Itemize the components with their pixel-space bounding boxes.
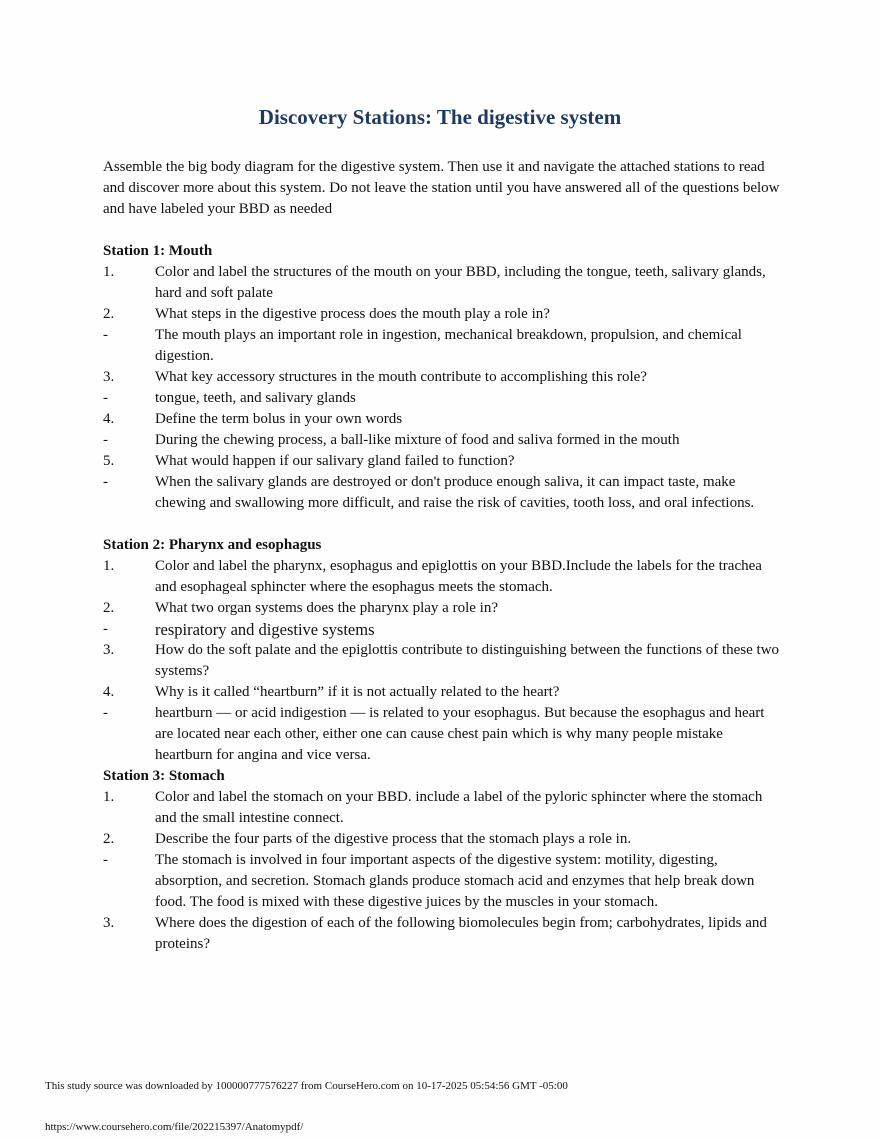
list-marker: - — [103, 474, 108, 490]
list-item-text: What steps in the digestive process does the mouth play a role in? — [155, 306, 550, 322]
answer-text: When the salivary glands are destroyed or don't produce enough saliva, it can impact taste, make chewing and swallowing more difficult, and raise the risk of cavities, tooth loss, and oral infections. — [155, 474, 755, 511]
station-2 — [103, 535, 783, 766]
answer-text: The mouth plays an important role in ingestion, mechanical breakdown, propulsion, and chemical digestion. — [155, 327, 742, 364]
document-title: Discovery Stations: The digestive system — [258, 105, 622, 129]
station-3-heading: Station 3: Stomach — [103, 768, 225, 784]
list-item-text: Color and label the pharynx, esophagus and epiglottis on your BBD.Include the labels for the trachea and esophageal sphincter where the esophagus meets the stomach. — [155, 558, 762, 595]
list-item-text: Describe the four parts of the digestive process that the stomach plays a role in. — [155, 831, 632, 847]
list-item-text: Color and label the stomach on your BBD. include a label of the pyloric sphincter where the stomach and the small intestine connect. — [155, 789, 763, 826]
list-item — [103, 682, 783, 703]
answer-item — [103, 430, 783, 451]
list-marker: - — [103, 390, 108, 406]
answer-text: heartburn — or acid indigestion — is related to your esophagus. But because the esophagus and heart are located near each other, either one can cause chest pain which is why many people mistake heartburn for angina and vice versa. — [155, 705, 765, 763]
station-1 — [103, 241, 783, 514]
list-marker: 4. — [103, 411, 115, 427]
list-item — [103, 829, 783, 850]
list-item — [103, 913, 783, 955]
list-marker: 3. — [103, 642, 115, 658]
answer-item — [103, 388, 783, 409]
list-marker: - — [103, 705, 108, 721]
answer-item — [103, 472, 783, 514]
answer-item — [103, 325, 783, 367]
list-item-text: How do the soft palate and the epiglottis contribute to distinguishing between the functions of these two systems? — [155, 642, 780, 679]
list-item — [103, 367, 783, 388]
list-item-text: Color and label the structures of the mouth on your BBD, including the tongue, teeth, salivary glands, hard and soft palate — [155, 264, 766, 301]
list-item — [103, 787, 783, 829]
list-marker: - — [103, 852, 108, 868]
list-item — [103, 262, 783, 304]
intro-paragraph: Assemble the big body diagram for the digestive system. Then use it and navigate the attached stations to read and discover more about this system. Do not leave the station until you have answered all of the questions below and have labeled your BBD as needed — [103, 159, 780, 217]
answer-item — [103, 619, 783, 640]
list-item — [103, 640, 783, 682]
list-marker: - — [103, 327, 108, 343]
list-marker: 5. — [103, 453, 115, 469]
download-source-notice: This study source was downloaded by 100000777576227 from CourseHero.com on 10-17-2025 05:54:56 GMT -05:00 — [45, 1080, 568, 1092]
list-marker: - — [103, 432, 108, 448]
source-url[interactable]: https://www.coursehero.com/file/202215397/Anatomypdf/ — [45, 1121, 304, 1133]
station-2-items — [103, 556, 783, 766]
list-item — [103, 451, 783, 472]
station-1-heading: Station 1: Mouth — [103, 243, 213, 259]
station-3 — [103, 766, 783, 955]
answer-item — [103, 703, 783, 766]
list-marker: - — [103, 621, 108, 637]
list-item — [103, 556, 783, 598]
list-marker: 1. — [103, 558, 115, 574]
answer-text: respiratory and digestive systems — [155, 620, 375, 639]
list-item-text: Where does the digestion of each of the following biomolecules begin from; carbohydrates, lipids and proteins? — [155, 915, 767, 952]
answer-text: tongue, teeth, and salivary glands — [155, 390, 356, 406]
list-marker: 2. — [103, 600, 115, 616]
list-item-text: What would happen if our salivary gland failed to function? — [155, 453, 515, 469]
list-marker: 2. — [103, 831, 115, 847]
station-3-items — [103, 787, 783, 955]
list-item-text: Define the term bolus in your own words — [155, 411, 403, 427]
list-marker: 1. — [103, 264, 115, 280]
list-marker: 3. — [103, 369, 115, 385]
list-item — [103, 409, 783, 430]
answer-text: During the chewing process, a ball-like mixture of food and saliva formed in the mouth — [155, 432, 680, 448]
list-marker: 2. — [103, 306, 115, 322]
answer-text: The stomach is involved in four important aspects of the digestive system: motility, digesting, absorption, and secretion. Stomach glands produce stomach acid and enzymes that help break down food. The food is mixed with these digestive juices by the muscles in your stomach. — [155, 852, 755, 910]
list-item — [103, 598, 783, 619]
list-item-text: Why is it called “heartburn” if it is not actually related to the heart? — [155, 684, 560, 700]
station-2-heading: Station 2: Pharynx and esophagus — [103, 537, 322, 553]
list-item — [103, 304, 783, 325]
list-item-text: What key accessory structures in the mouth contribute to accomplishing this role? — [155, 369, 647, 385]
list-item-text: What two organ systems does the pharynx play a role in? — [155, 600, 498, 616]
spacer — [103, 514, 783, 535]
answer-item — [103, 850, 783, 913]
document-body — [103, 157, 783, 955]
list-marker: 1. — [103, 789, 115, 805]
list-marker: 4. — [103, 684, 115, 700]
list-marker: 3. — [103, 915, 115, 931]
station-1-items — [103, 262, 783, 514]
